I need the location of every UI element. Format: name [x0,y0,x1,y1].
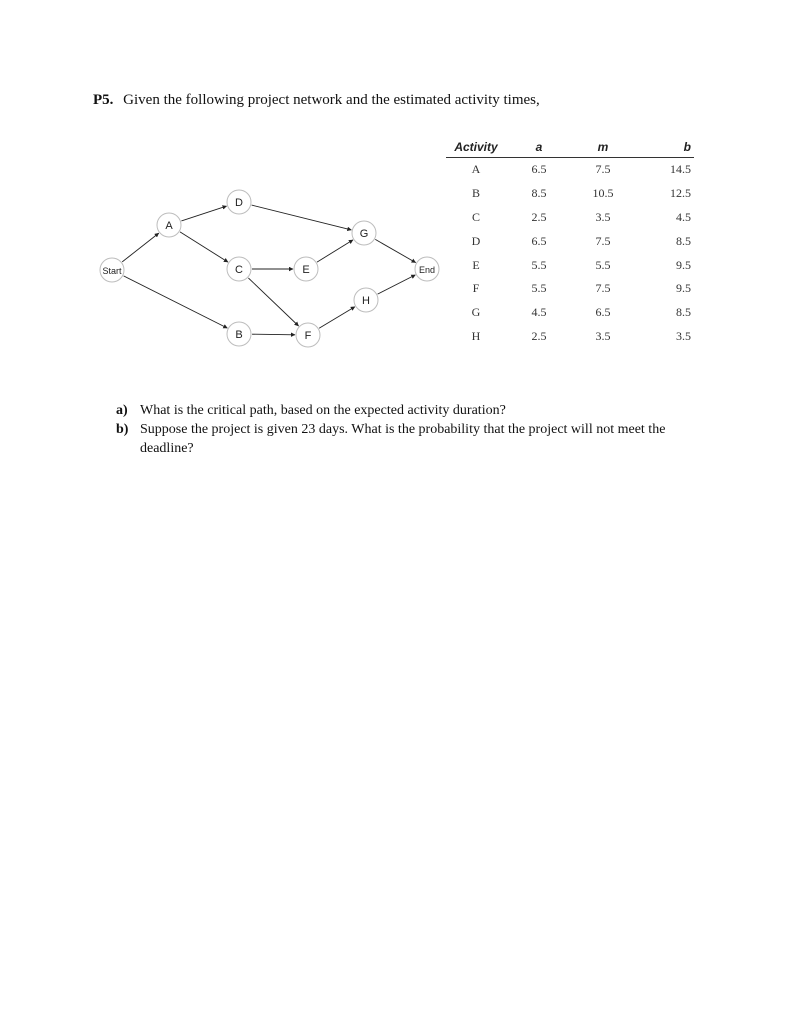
table-row [446,325,694,349]
cell-a: 8.5 [531,186,547,201]
cell-b: 4.5 [676,209,691,224]
edge-A-C [180,232,228,262]
node-c [227,257,251,281]
edge-start-B [124,276,228,328]
node-label: D [235,197,243,209]
cell-m: 7.5 [595,162,611,177]
edge-G-end [375,239,415,262]
cell-b: 8.5 [676,305,691,320]
table-row [446,229,694,253]
edge-A-D [181,206,226,221]
cell-m: 3.5 [595,209,611,224]
question-a [116,401,706,420]
header-m: m [572,137,634,158]
cell-activity: D [471,233,481,248]
edge-H-end [378,275,416,294]
node-end [415,257,439,281]
question-label: a) [116,403,128,418]
cell-a: 6.5 [531,233,547,248]
node-e [294,257,318,281]
node-label: Start [102,266,122,276]
node-start [100,258,124,282]
cell-m: 3.5 [595,328,611,343]
question-text: Suppose the project is given 23 days. What is the probability that the project will not meet the deadline? [140,422,666,456]
cell-m: 7.5 [595,233,611,248]
header-activity: Activity [446,137,506,158]
question-list [116,401,706,458]
cell-a: 5.5 [531,257,547,272]
header-b: b [634,137,694,158]
edge-E-G [317,240,353,262]
node-label: E [302,264,310,276]
cell-m: 10.5 [592,186,614,201]
table-row [446,301,694,325]
header-a: a [506,137,572,158]
problem-number: P5. [93,92,114,108]
cell-m: 5.5 [595,257,611,272]
node-b [227,322,251,346]
node-label: End [418,265,436,275]
table-row [446,158,694,182]
edge-D-G [252,205,352,230]
cell-b: 9.5 [676,257,691,272]
cell-a: 2.5 [531,328,547,343]
problem-heading [93,92,540,109]
node-label: H [362,295,370,307]
cell-b: 9.5 [676,281,691,296]
node-f [296,323,320,347]
node-label: A [165,220,173,232]
edge-C-F [248,278,298,326]
cell-activity: B [471,186,480,201]
problem-intro: Given the following project network and the estimated activity times, [123,92,540,108]
question-text: What is the critical path, based on the expected activity duration? [140,403,506,418]
cell-b: 8.5 [676,233,691,248]
node-a [157,213,181,237]
node-label: G [359,228,369,240]
cell-a: 6.5 [531,162,547,177]
cell-activity: C [471,209,480,224]
edge-F-H [319,307,355,329]
cell-b: 14.5 [670,162,691,177]
project-network-diagram [96,180,446,350]
edge-start-A [122,233,159,262]
table-header-row [446,137,694,158]
node-label: C [235,264,243,276]
node-h [354,288,378,312]
table-row [446,277,694,301]
cell-a: 5.5 [531,281,547,296]
cell-activity: G [471,305,481,320]
activity-times-table [446,137,694,348]
edge-B-F [252,334,295,335]
question-b [116,420,706,458]
cell-b: 3.5 [676,328,691,343]
cell-m: 7.5 [595,281,611,296]
cell-b: 12.5 [670,186,691,201]
cell-a: 4.5 [531,305,547,320]
cell-a: 2.5 [531,209,547,224]
cell-m: 6.5 [595,305,611,320]
cell-activity: F [472,281,480,296]
table-row [446,182,694,206]
node-d [227,190,251,214]
cell-activity: E [472,257,480,272]
node-label: F [304,330,312,342]
cell-activity: H [471,328,481,343]
cell-activity: A [471,162,481,177]
question-label: b) [116,422,129,437]
node-g [352,221,376,245]
node-label: B [235,329,243,341]
table-row [446,253,694,277]
table-row [446,206,694,230]
